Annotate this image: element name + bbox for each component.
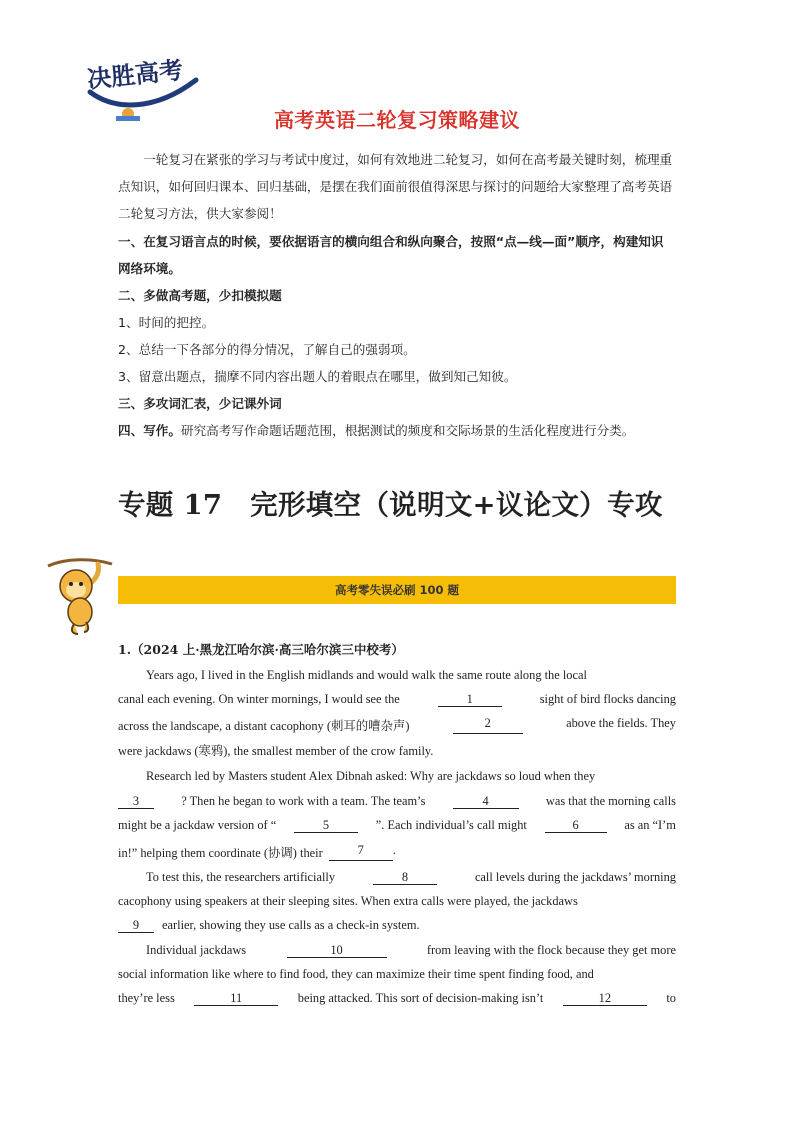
monkey-illustration: [46, 556, 114, 636]
passage-text: across the landscape, a distant cacophony (刺耳的嘈杂声): [118, 719, 410, 733]
intro-paragraph: 一轮复习在紧张的学习与考试中度过，如何有效地进二轮复习，如何在高考最关键时刻，梳理重点知识，如何回归课本、回归基础，是摆在我们面前很值得深思与探讨的问题给大家整理了高考英语二轮复习方法，供大家参阅！: [118, 152, 673, 221]
passage-line: [118, 769, 676, 784]
tip-4-heading: 四、写作。: [118, 423, 181, 438]
passage-line: [118, 741, 676, 759]
section-banner: [118, 576, 676, 604]
passage-line: [118, 794, 676, 809]
tip-2: 二、多做高考题，少扣模拟题: [118, 288, 282, 303]
question-header: 1.（2024 上·黑龙江哈尔滨·高三哈尔滨三中校考）: [118, 642, 404, 657]
blank-5: 5: [294, 818, 358, 833]
tip-2-item-2: 2、总结一下各部分的得分情况，了解自己的强弱项。: [118, 342, 416, 357]
blank-10: 10: [287, 943, 387, 958]
passage-text: to: [666, 991, 676, 1005]
passage-line: [118, 818, 676, 833]
passage-text: as an “I’m: [624, 818, 676, 832]
passage-text: Research led by Masters student Alex Dibnah asked: Why are jackdaws so loud when they: [146, 769, 596, 783]
passage-text: were jackdaws (寒鸦), the smallest member of the crow family.: [118, 744, 434, 758]
passage-text: ? Then he began to work with a team. The team’s: [181, 794, 426, 808]
passage-text: earlier, showing they use calls as a check-in system.: [162, 918, 420, 932]
passage-text: .: [392, 843, 396, 857]
passage-text: might be a jackdaw version of “: [118, 818, 277, 832]
passage-text: ”. Each individual’s call might: [375, 818, 527, 832]
passage-text: in!” helping them coordinate (协调) their: [118, 846, 323, 860]
passage-text: from leaving with the flock because they get more: [426, 943, 676, 957]
passage-text: cacophony using speakers at their sleeping sites. When extra calls were played, the jackdaws: [118, 894, 578, 908]
blank-3: 3: [118, 794, 154, 809]
passage-line: [118, 991, 676, 1006]
logo-text: 决胜高考: [86, 55, 185, 94]
passage-text: being attacked. This sort of decision-making isn’t: [297, 991, 544, 1005]
passage-text: social information like where to find food, they can maximize their time spent finding food, and: [118, 967, 594, 981]
blank-1: 1: [438, 692, 502, 707]
tip-4-body: 研究高考写作命题话题范围，根据测试的频度和交际场景的生活化程度进行分类。: [180, 423, 635, 438]
passage-text: canal each evening. On winter mornings, I would see the: [118, 692, 400, 706]
blank-11: 11: [194, 991, 278, 1006]
tip-1: 一、在复习语言点的时候，要依据语言的横向组合和纵向聚合，按照“点—线—面”顺序，构建知识网络环境。: [118, 234, 664, 276]
tip-2-item-3: 3、留意出题点，揣摩不同内容出题人的着眼点在哪里，做到知己知彼。: [118, 369, 517, 384]
passage-text: Years ago, I lived in the English midlands and would walk the same route along the local: [146, 668, 587, 682]
blank-12: 12: [563, 991, 647, 1006]
passage-text: Individual jackdaws: [146, 943, 247, 957]
tip-3: 三、多攻词汇表，少记课外词: [118, 396, 282, 411]
tip-4: [118, 417, 676, 444]
passage-line: [118, 843, 676, 861]
passage-text: above the fields. They: [566, 716, 676, 730]
blank-8: 8: [373, 870, 437, 885]
passage-line: [118, 967, 676, 982]
passage-text: To test this, the researchers artificially: [146, 870, 336, 884]
tip-2-item-1: 1、时间的把控。: [118, 315, 215, 330]
passage-text: call levels during the jackdaws’ morning: [474, 870, 676, 884]
passage-line: [118, 692, 676, 707]
banner-label: 高考零失误必刷 100 题: [334, 583, 459, 597]
passage-line: [118, 894, 676, 909]
blank-9: 9: [118, 918, 154, 933]
passage-line: [118, 668, 676, 683]
svg-text:· · · · ·: · · · · ·: [134, 100, 149, 106]
passage-line: [118, 918, 676, 933]
blank-7: 7: [329, 843, 393, 861]
passage-line: [118, 870, 676, 885]
topic-title: 专题 17 完形填空（说明文+议论文）专攻: [118, 489, 663, 521]
blank-2: 2: [453, 716, 523, 734]
passage-text: was that the morning calls: [545, 794, 676, 808]
page-title: 高考英语二轮复习策略建议: [274, 108, 520, 132]
blank-6: 6: [545, 818, 607, 833]
passage-line: [118, 943, 676, 958]
passage-text: sight of bird flocks dancing: [539, 692, 676, 706]
blank-4: 4: [453, 794, 519, 809]
passage-text: they’re less: [118, 991, 175, 1005]
passage-line: [118, 716, 676, 734]
